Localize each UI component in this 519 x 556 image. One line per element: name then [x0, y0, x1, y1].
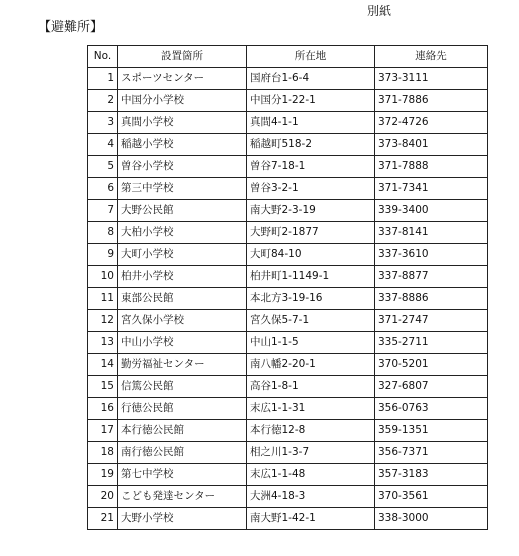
cell-phone: 370-3561 [375, 486, 488, 508]
cell-address: 大野町2-1877 [247, 222, 375, 244]
table-header-row [88, 46, 488, 68]
cell-name: 真間小学校 [118, 112, 247, 134]
cell-no: 18 [88, 442, 118, 464]
cell-phone: 338-3000 [375, 508, 488, 530]
cell-no: 4 [88, 134, 118, 156]
cell-address: 高谷1-8-1 [247, 376, 375, 398]
cell-address: 大町84-10 [247, 244, 375, 266]
cell-phone: 339-3400 [375, 200, 488, 222]
cell-address: 真間4-1-1 [247, 112, 375, 134]
cell-address: 南大野2-3-19 [247, 200, 375, 222]
cell-phone: 373-3111 [375, 68, 488, 90]
column-header-phone: 連絡先 [375, 46, 488, 68]
cell-address: 南大野1-42-1 [247, 508, 375, 530]
cell-no: 17 [88, 420, 118, 442]
cell-phone: 337-8141 [375, 222, 488, 244]
cell-phone: 337-8877 [375, 266, 488, 288]
cell-address: 大洲4-18-3 [247, 486, 375, 508]
cell-no: 13 [88, 332, 118, 354]
cell-name: 行徳公民館 [118, 398, 247, 420]
cell-address: 相之川1-3-7 [247, 442, 375, 464]
cell-phone: 327-6807 [375, 376, 488, 398]
cell-address: 南八幡2-20-1 [247, 354, 375, 376]
cell-name: スポーツセンター [118, 68, 247, 90]
table-row [88, 398, 488, 420]
table-row [88, 90, 488, 112]
cell-no: 11 [88, 288, 118, 310]
table-row [88, 244, 488, 266]
cell-address: 末広1-1-31 [247, 398, 375, 420]
cell-address: 宮久保5-7-1 [247, 310, 375, 332]
cell-address: 中国分1-22-1 [247, 90, 375, 112]
cell-phone: 371-2747 [375, 310, 488, 332]
cell-no: 12 [88, 310, 118, 332]
cell-name: 大野小学校 [118, 508, 247, 530]
cell-no: 8 [88, 222, 118, 244]
cell-phone: 359-1351 [375, 420, 488, 442]
cell-name: 第七中学校 [118, 464, 247, 486]
table-row [88, 112, 488, 134]
cell-phone: 371-7341 [375, 178, 488, 200]
cell-name: 南行徳公民館 [118, 442, 247, 464]
cell-no: 20 [88, 486, 118, 508]
cell-name: 東部公民館 [118, 288, 247, 310]
cell-phone: 337-8886 [375, 288, 488, 310]
cell-name: 中国分小学校 [118, 90, 247, 112]
table-row [88, 442, 488, 464]
cell-address: 柏井町1-1149-1 [247, 266, 375, 288]
page-note: 別紙 [367, 4, 392, 18]
cell-no: 2 [88, 90, 118, 112]
column-header-no: No. [88, 46, 118, 68]
cell-address: 曽谷7-18-1 [247, 156, 375, 178]
cell-phone: 337-3610 [375, 244, 488, 266]
column-header-name: 設置箇所 [118, 46, 247, 68]
table-row [88, 134, 488, 156]
cell-no: 3 [88, 112, 118, 134]
cell-address: 本北方3-19-16 [247, 288, 375, 310]
cell-name: 中山小学校 [118, 332, 247, 354]
cell-no: 10 [88, 266, 118, 288]
cell-name: 曽谷小学校 [118, 156, 247, 178]
cell-phone: 357-3183 [375, 464, 488, 486]
table-row [88, 486, 488, 508]
table-row [88, 266, 488, 288]
cell-address: 本行徳12-8 [247, 420, 375, 442]
cell-no: 6 [88, 178, 118, 200]
table-row [88, 310, 488, 332]
cell-address: 稲越町518-2 [247, 134, 375, 156]
table-row [88, 420, 488, 442]
cell-no: 21 [88, 508, 118, 530]
table-row [88, 178, 488, 200]
cell-name: 稲越小学校 [118, 134, 247, 156]
table-row [88, 332, 488, 354]
cell-no: 5 [88, 156, 118, 178]
cell-address: 中山1-1-5 [247, 332, 375, 354]
cell-address: 曽谷3-2-1 [247, 178, 375, 200]
cell-phone: 371-7886 [375, 90, 488, 112]
cell-phone: 356-7371 [375, 442, 488, 464]
cell-address: 国府台1-6-4 [247, 68, 375, 90]
cell-name: 柏井小学校 [118, 266, 247, 288]
cell-no: 7 [88, 200, 118, 222]
cell-name: 第三中学校 [118, 178, 247, 200]
cell-address: 末広1-1-48 [247, 464, 375, 486]
cell-no: 15 [88, 376, 118, 398]
cell-phone: 370-5201 [375, 354, 488, 376]
cell-phone: 371-7888 [375, 156, 488, 178]
cell-name: 大町小学校 [118, 244, 247, 266]
cell-name: 本行徳公民館 [118, 420, 247, 442]
cell-name: 信篤公民館 [118, 376, 247, 398]
cell-name: 宮久保小学校 [118, 310, 247, 332]
table-row [88, 354, 488, 376]
cell-no: 1 [88, 68, 118, 90]
cell-phone: 372-4726 [375, 112, 488, 134]
page-heading: 【避難所】 [38, 20, 104, 35]
table-row [88, 508, 488, 530]
table-row [88, 200, 488, 222]
cell-phone: 335-2711 [375, 332, 488, 354]
cell-name: こども発達センター [118, 486, 247, 508]
cell-phone: 373-8401 [375, 134, 488, 156]
cell-name: 大野公民館 [118, 200, 247, 222]
table-row [88, 376, 488, 398]
cell-phone: 356-0763 [375, 398, 488, 420]
table-row [88, 156, 488, 178]
cell-no: 16 [88, 398, 118, 420]
table-row [88, 68, 488, 90]
cell-name: 勤労福祉センター [118, 354, 247, 376]
cell-no: 9 [88, 244, 118, 266]
table-row [88, 288, 488, 310]
table-row [88, 222, 488, 244]
cell-no: 19 [88, 464, 118, 486]
table-row [88, 464, 488, 486]
cell-name: 大柏小学校 [118, 222, 247, 244]
cell-no: 14 [88, 354, 118, 376]
column-header-address: 所在地 [247, 46, 375, 68]
shelter-table [87, 45, 488, 530]
